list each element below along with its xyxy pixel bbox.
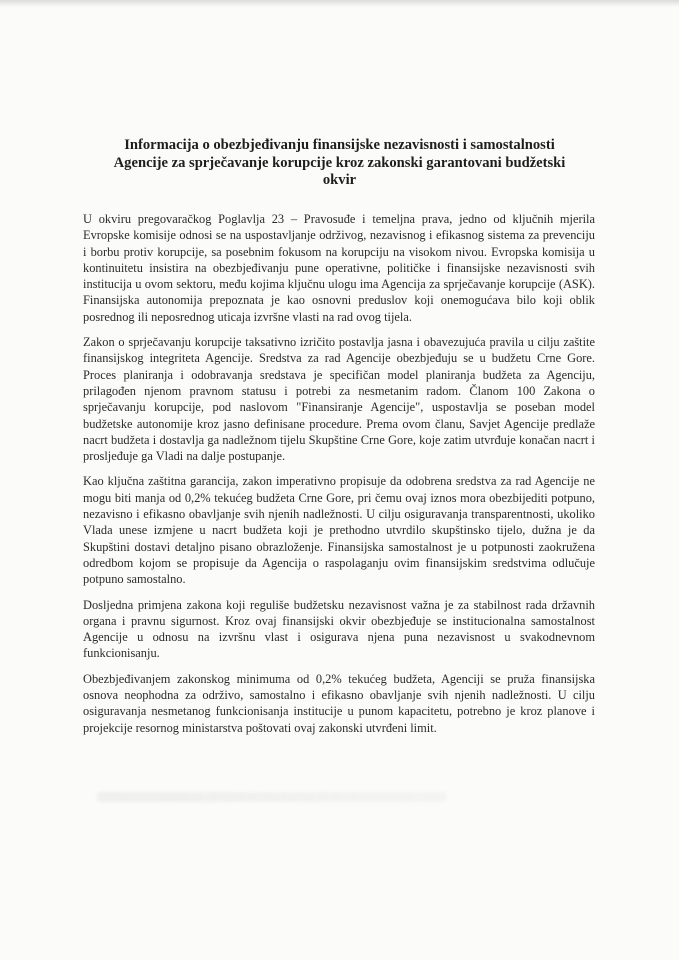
document-body	[83, 211, 595, 745]
title-line-2: Agencije za sprječavanje korupcije kroz zakonski garantovani budžetski	[113, 154, 566, 171]
document-title	[100, 137, 579, 190]
paragraph-4: Dosljedna primjena zakona koji reguliše budžetsku nezavisnost važna je za stabilnost rada državnih organa i pravnu sigurnost. Kroz ovaj finansijski okvir obezbjeđuje se institucionalna samostalnost Agencije u odnosu na izvršnu vlast i osigurava njena puna nezavisnost u svakodnevnom funkcionisanju.	[83, 597, 595, 661]
title-line-1: Informacija o obezbjeđivanju finansijske nezavisnosti i samostalnosti	[124, 137, 555, 153]
paragraph-2: Zakon o sprječavanju korupcije taksativno izričito postavlja jasna i obavezujuća pravila u cilju zaštite finansijskog integriteta Agencije. Sredstva za rad Agencije obezbjeđuju se u budžetu Crne Gore. Proces planiranja i odobravanja sredstava je specifičan model planiranja budžeta za Agenciju, prilagođen njenom pravnom statusu i potrebi za nesmetanim radom. Članom 100 Zakona o sprječavanju korupcije, pod naslovom "Finansiranje Agencije", uspostavlja se poseban model budžetske autonomije kroz jasno definisane procedure. Prema ovom članu, Savjet Agencije predlaže nacrt budžeta i dostavlja ga nadležnom tijelu Skupštine Crne Gore, koje zatim utvrđuje konačan nacrt i prosljeđuje ga Vladi na dalje postupanje.	[83, 335, 595, 464]
paragraph-3: Kao ključna zaštitna garancija, zakon imperativno propisuje da odobrena sredstva za rad Agencije ne mogu biti manja od 0,2% tekućeg budžeta Crne Gore, pri čemu ovaj iznos mora obezbijediti potpuno, nezavisno i efikasno obavljanje svih njenih nadležnosti. U cilju osiguravanja transparentnosti, ukoliko Vlada unese izmjene u nacrt budžeta koji je prethodno utvrdilo skupštinsko tijelo, dužna je da Skupštini dostavi detaljno pisano obrazloženje. Finansijska samostalnost je u potpunosti zaokružena odredbom kojom se propisuje da Agencija o raspolaganju ovim finansijskim sredstvima odlučuje potpuno samostalno.	[83, 474, 595, 587]
paragraph-5: Obezbjeđivanjem zakonskog minimuma od 0,2% tekućeg budžeta, Agenciji se pruža finansijska osnova neophodna za održivo, samostalno i efikasno obavljanje svih njenih nadležnosti. U cilju osiguravanja nesmetanog funkcionisanja institucije u punom kapacitetu, potrebno je kroz planove i projekcije resornog ministarstva poštovati ovaj zakonski utvrđeni limit.	[83, 671, 595, 735]
paragraph-1: U okviru pregovaračkog Poglavlja 23 – Pravosuđe i temeljna prava, jedno od ključnih mjerila Evropske komisije odnosi se na uspostavljanje održivog, nezavisnog i efikasnog sistema za prevenciju i borbu protiv korupcije, sa posebnim fokusom na korupciju na visokom nivou. Evropska komisija u kontinuitetu insistira na obezbjeđivanju pune operativne, političke i finansijske nezavisnosti svih institucija u ovom sektoru, među kojima ključnu ulogu ima Agencija za sprječavanje korupcije (ASK). Finansijska autonomija prepoznata je kao osnovni preduslov koji onemogućava bilo koji oblik posrednog ili neposrednog uticaja izvršne vlasti na rad ovog tijela.	[83, 212, 595, 324]
scan-top-edge	[0, 0, 679, 7]
faint-bleed-through-line	[97, 792, 447, 802]
title-line-3: okvir	[322, 172, 357, 188]
